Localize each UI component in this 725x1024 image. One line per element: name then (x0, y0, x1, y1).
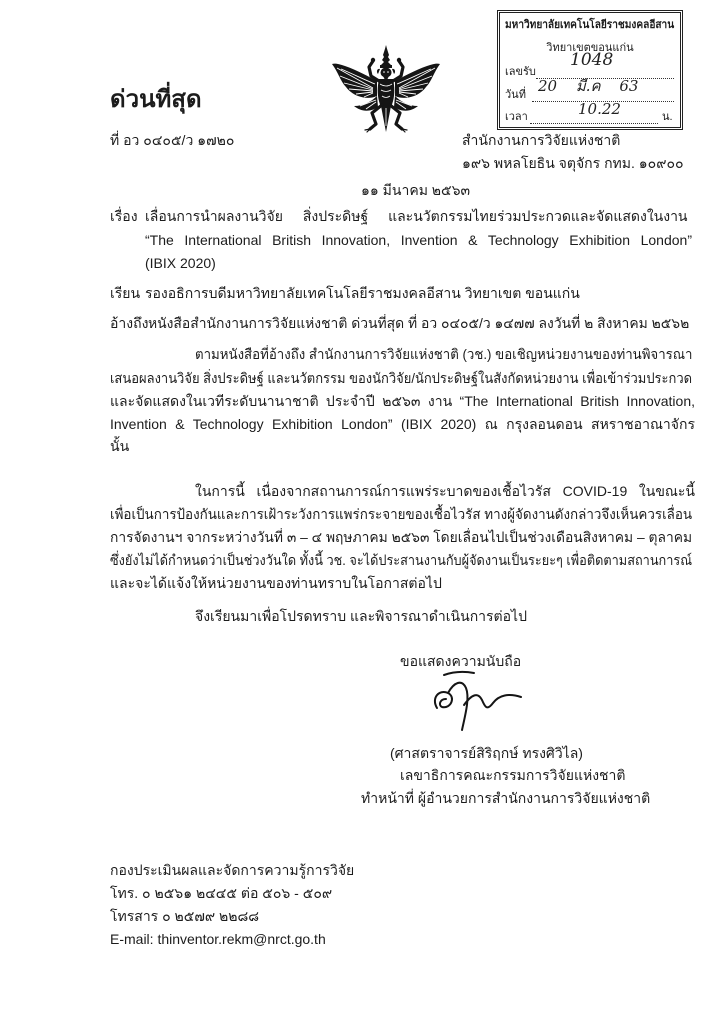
stamp-organization-text: มหาวิทยาลัยเทคโนโลยีราชมงคลอีสาน (505, 19, 675, 31)
paragraph-1-line-text: ตามหนังสือที่อ้างถึง สำนักงานการวิจัยแห่งชาติ (วช.) ขอเชิญหน่วยงานของท่านพิจารณา (195, 346, 693, 362)
garuda-emblem (331, 44, 441, 134)
complimentary-close: ขอแสดงความนับถือ (400, 653, 522, 669)
paragraph-2-line (110, 574, 695, 592)
paragraph-1-line (110, 392, 695, 410)
signer-acting-role (361, 789, 695, 807)
paragraph-2-line-text: ในการนี้ เนื่องจากสถานการณ์การแพร่ระบาดของเชื้อไวรัส COVID-19 ในขณะนี้ (195, 483, 695, 499)
paragraph-2-line-text: การจัดงานฯ จากระหว่างวันที่ ๓ – ๔ พฤษภาคม ๒๕๖๓ โดยเลื่อนไปเป็นช่วงเดือนสิงหาคม – ตุลาคม (110, 529, 693, 545)
stamp-time-label: เวลา (505, 111, 528, 123)
stamp-date-label: วันที่ (505, 89, 526, 101)
closing-request: จึงเรียนมาเพื่อโปรดทราบ และพิจารณาดำเนินการต่อไป (195, 608, 527, 624)
stamp-receipt-label: เลขรับ (505, 66, 536, 78)
signer-acting-role-text: ทำหน้าที่ ผู้อำนวยการสำนักงานการวิจัยแห่งชาติ (361, 790, 651, 806)
reference-text (148, 314, 692, 332)
salutation-recipient-text: รองอธิการบดีมหาวิทยาลัยเทคโนโลยีราชมงคลอีสาน วิทยาเขต ขอนแก่น (145, 285, 580, 301)
subject-line-text: เลื่อนการนำผลงานวิจัย สิ่งประดิษฐ์ และนวัตกรรมไทยร่วมประกวดและจัดแสดงในงาน (145, 208, 688, 224)
stamp-organization (505, 18, 675, 32)
urgency-label: ด่วนที่สุด (110, 86, 202, 113)
contact-division: กองประเมินผลและจัดการความรู้การวิจัย (110, 862, 355, 878)
salutation-label: เรียน (110, 285, 141, 301)
sender-address (462, 154, 695, 172)
subject-line (145, 254, 692, 272)
reference-number: ที่ อว ๐๔๐๕/ว ๑๗๒๐ (110, 132, 235, 148)
stamp-time-unit: น. (662, 111, 673, 123)
contact-fax: โทรสาร ๐ ๒๕๗๙ ๒๒๘๘ (110, 908, 260, 924)
subject-line (145, 207, 692, 225)
salutation-recipient (145, 284, 692, 302)
paragraph-2-line (195, 482, 695, 500)
paragraph-1-line: นั้น (110, 438, 130, 454)
sender-organization: สำนักงานการวิจัยแห่งชาติ (462, 132, 621, 148)
signature (428, 668, 524, 734)
paragraph-1-line-text: และจัดแสดงในเวทีระดับนานาชาติ ประจำปี ๒๕๖๓ งาน “The International British Innovation, (110, 393, 695, 409)
paragraph-2-line (110, 551, 695, 569)
paragraph-2-line-text: ซึ่งยังไม่ได้กำหนดว่าเป็นช่วงวันใด ทั้งนี้ วช. จะได้ประสานงานกับผู้จัดงานเป็นระยะๆ เพื่อติดตามสถานการณ์ (110, 552, 693, 568)
paragraph-2-line-text: และจะได้แจ้งให้หน่วยงานของท่านทราบในโอกาสต่อไป (110, 575, 442, 591)
reference-label: อ้างถึง (110, 315, 149, 331)
paragraph-1-line (110, 369, 695, 387)
stamp-time-value: 10.22 (578, 100, 621, 118)
subject-line-text: (IBIX 2020) (145, 255, 216, 271)
letter-date: ๑๑ มีนาคม ๒๕๖๓ (361, 182, 471, 198)
receipt-stamp (497, 10, 683, 130)
subject-line (145, 231, 692, 249)
stamp-receipt-number: 1048 (570, 50, 614, 70)
paragraph-1-line (195, 345, 695, 363)
subject-line-text: “The International British Innovation, Invention & Technology Exhibition London” (145, 232, 692, 248)
signer-name: (ศาสตราจารย์สิริฤกษ์ ทรงศิวิไล) (390, 745, 583, 761)
paragraph-2-line-text: เพื่อเป็นการป้องกันและการเฝ้าระวังการแพร่กระจายของเชื้อไวรัส ทางผู้จัดงานดังกล่าวจึงเห็นควรเลื่อน (110, 506, 693, 522)
contact-phone: โทร. ๐ ๒๕๖๑ ๒๔๔๕ ต่อ ๕๐๖ - ๕๐๙ (110, 885, 333, 901)
stamp-time-leader (530, 123, 658, 124)
reference-text-content: หนังสือสำนักงานการวิจัยแห่งชาติ ด่วนที่สุด ที่ อว ๐๔๐๕/ว ๑๔๗๗ ลงวันที่ ๒ สิงหาคม ๒๕๖๒ (148, 315, 690, 331)
paragraph-1-line (110, 415, 695, 433)
paragraph-1-line-text: Invention & Technology Exhibition London” (IBIX 2020) ณ กรุงลอนดอน สหราชอาณาจักร (110, 416, 695, 432)
paragraph-1-line-text: เสนอผลงานวิจัย สิ่งประดิษฐ์ และนวัตกรรม ของนักวิจัย/นักประดิษฐ์ในสังกัดหน่วยงาน เพื่อเข้าร่วมประกวด (110, 370, 693, 386)
paragraph-2-line (110, 528, 695, 546)
paragraph-2-line (110, 505, 695, 523)
signer-position: เลขาธิการคณะกรรมการวิจัยแห่งชาติ (400, 767, 626, 783)
stamp-campus-text: วิทยาเขตขอนแก่น (546, 42, 634, 54)
contact-email: E-mail: thinventor.rekm@nrct.go.th (110, 931, 326, 947)
sender-address-text: ๑๙๖ พหลโยธิน จตุจักร กทม. ๑๐๙๐๐ (462, 155, 684, 171)
stamp-date-value: 20 มี.ค 63 (538, 77, 639, 95)
subject-label: เรื่อง (110, 208, 138, 224)
